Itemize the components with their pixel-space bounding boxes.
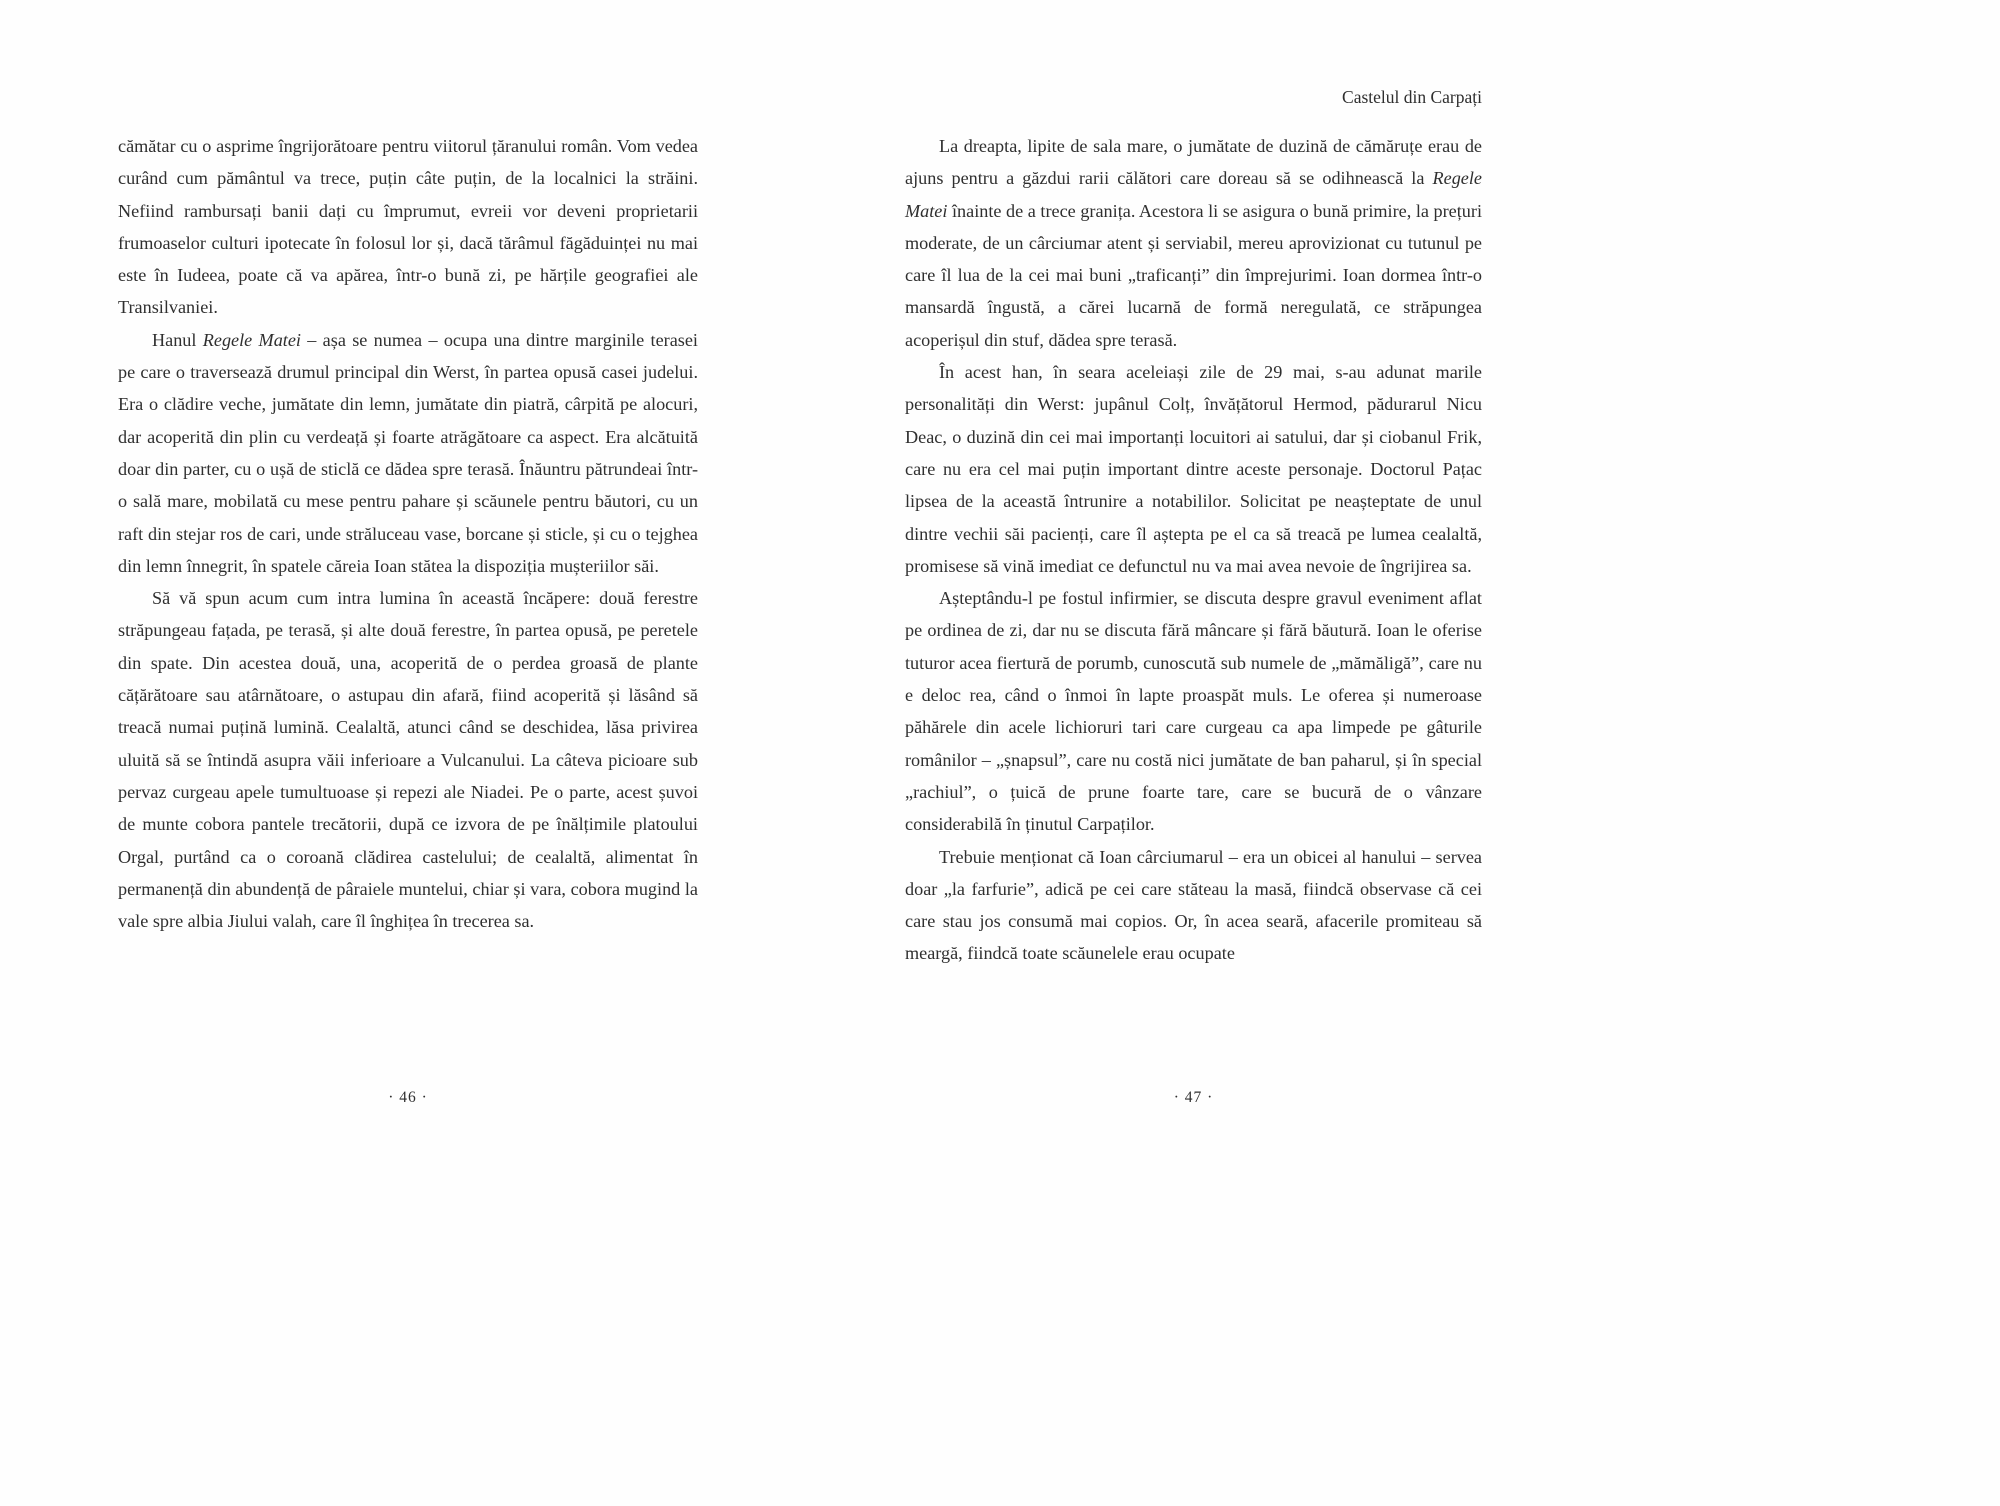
text-segment: Așteptându-l pe fostul infirmier, se discuta despre gravul eveniment aflat pe ordinea de zi, dar nu se discuta fără mâncare și fără băutură. Ioan le oferise tuturor acea fiertură de porumb, cunoscută sub numele de „mămăligă”, care nu e deloc rea, când o înmoi în lapte proaspăt muls. Le oferea și numeroase păhărele din acele lichioruri tari care curgeau ca apa limpede pe gâturile românilor – „șnapsul”, care nu costă nici jumătate de ban paharul, și în special „rachiul”, o țuică de prune foarte tare, care se bucură de o vânzare considerabilă în ținutul Carpaților. (905, 588, 1482, 835)
paragraph (118, 130, 698, 324)
paragraph (905, 130, 1482, 356)
text-segment: La dreapta, lipite de sala mare, o jumătate de duzină de cămăruțe erau de ajuns pentru a găzdui rarii călători care doreau să se odihnească la (905, 136, 1482, 189)
page-right-body (905, 130, 1482, 970)
italic-text: Regele Matei (202, 329, 301, 350)
paragraph (905, 841, 1482, 970)
text-segment: – așa se numea – ocupa una dintre marginile terasei pe care o traversează drumul principal din Werst, în partea opusă casei judelui. Era o clădire veche, jumătate din lemn, jumătate din piatră, cârpită pe alocuri, dar acoperită din plin cu verdeață și foarte atrăgătoare ca aspect. Era alcătuită doar din parter, cu o ușă de sticlă ce dădea spre terasă. Înăuntru pătrundeai într-o sală mare, mobilată cu mese pentru pahare și scăunele pentru băutori, cu un raft din stejar ros de cari, unde străluceau vase, borcane și sticle, și cu o tejghea din lemn înnegrit, în spatele căreia Ioan stătea la dispoziția mușteriilor săi. (118, 329, 698, 576)
text-segment: înainte de a trece granița. Acestora li se asigura o bună primire, la prețuri moderate, de un cârciumar atent și serviabil, mereu aprovizionat cu tutunul pe care îl lua de la cei mai buni „traficanți” din împrejurimi. Ioan dormea într-o mansardă îngustă, a cărei lucarnă de formă neregulată, ce străpungea acoperișul din stuf, dădea spre terasă. (905, 200, 1482, 350)
text-segment: Hanul (152, 329, 203, 350)
text-segment: cămătar cu o asprime îngrijorătoare pentru viitorul țăranului român. Vom vedea curând cum pământul va trece, puțin câte puțin, de la localnici la străini. Nefiind rambursați banii dați cu împrumut, evreii vor deveni proprietarii frumoaselor culturi ipotecate în folosul lor și, dacă tărâmul făgăduinței nu mai este în Iudeea, poate că va apărea, într-o bună zi, pe hărțile geografiei ale Transilvaniei. (118, 136, 698, 318)
paragraph (905, 582, 1482, 840)
paragraph (118, 324, 698, 582)
running-header: Castelul din Carpați (1342, 87, 1482, 107)
page-right-number: · 47 · (1173, 1089, 1214, 1106)
page-left-number: · 46 · (388, 1089, 428, 1106)
paragraph (118, 582, 698, 937)
page-left-body (118, 130, 698, 937)
paragraph (905, 356, 1482, 582)
text-segment: În acest han, în seara aceleiași zile de 29 mai, s-au adunat marile personalități din Werst: jupânul Colț, învățătorul Hermod, pădurarul Nicu Deac, o duzină din cei mai importanți locuitori ai satului, dar și ciobanul Frik, care nu era cel mai puțin important dintre aceste personaje. Doctorul Pațac lipsea de la această întrunire a notabililor. Solicitat pe neașteptate de unul dintre vechii săi pacienți, care îl aștepta pe el ca să treacă pe lumea cealaltă, promisese să vină imediat ce defunctul nu va mai avea nevoie de îngrijirea sa. (905, 362, 1482, 576)
text-segment: Trebuie menționat că Ioan cârciumarul – era un obicei al hanului – servea doar „la farfurie”, adică pe cei care stăteau la masă, fiindcă observase că cei care stau jos consumă mai copios. Or, în acea seară, afacerile promiteau să meargă, fiindcă toate scăunelele erau ocupate (905, 846, 1482, 964)
italic-text: Regele Matei (905, 168, 1482, 221)
text-segment: Să vă spun acum cum intra lumina în această încăpere: două ferestre străpungeau fațada, pe terasă, și alte două ferestre, în partea opusă, pe peretele din spate. Din acestea două, una, acoperită de o perdea groasă de plante cățărătoare sau atârnătoare, o astupau din afară, fiind acoperită și lăsând să treacă numai puțină lumină. Cealaltă, atunci când se deschidea, lăsa privirea uluită să se întindă asupra văii inferioare a Vulcanului. La câteva picioare sub pervaz curgeau apele tumultuoase și repezi ale Niadei. Pe o parte, acest șuvoi de munte cobora pantele trecătorii, după ce izvora de pe înălțimile platoului Orgal, purtând ca o coroană clădirea castelului; de cealaltă, alimentat în permanență din abundență de pâraiele muntelui, chiar și vara, cobora mugind la vale spre albia Jiului valah, care îl înghițea în trecerea sa. (118, 588, 698, 932)
